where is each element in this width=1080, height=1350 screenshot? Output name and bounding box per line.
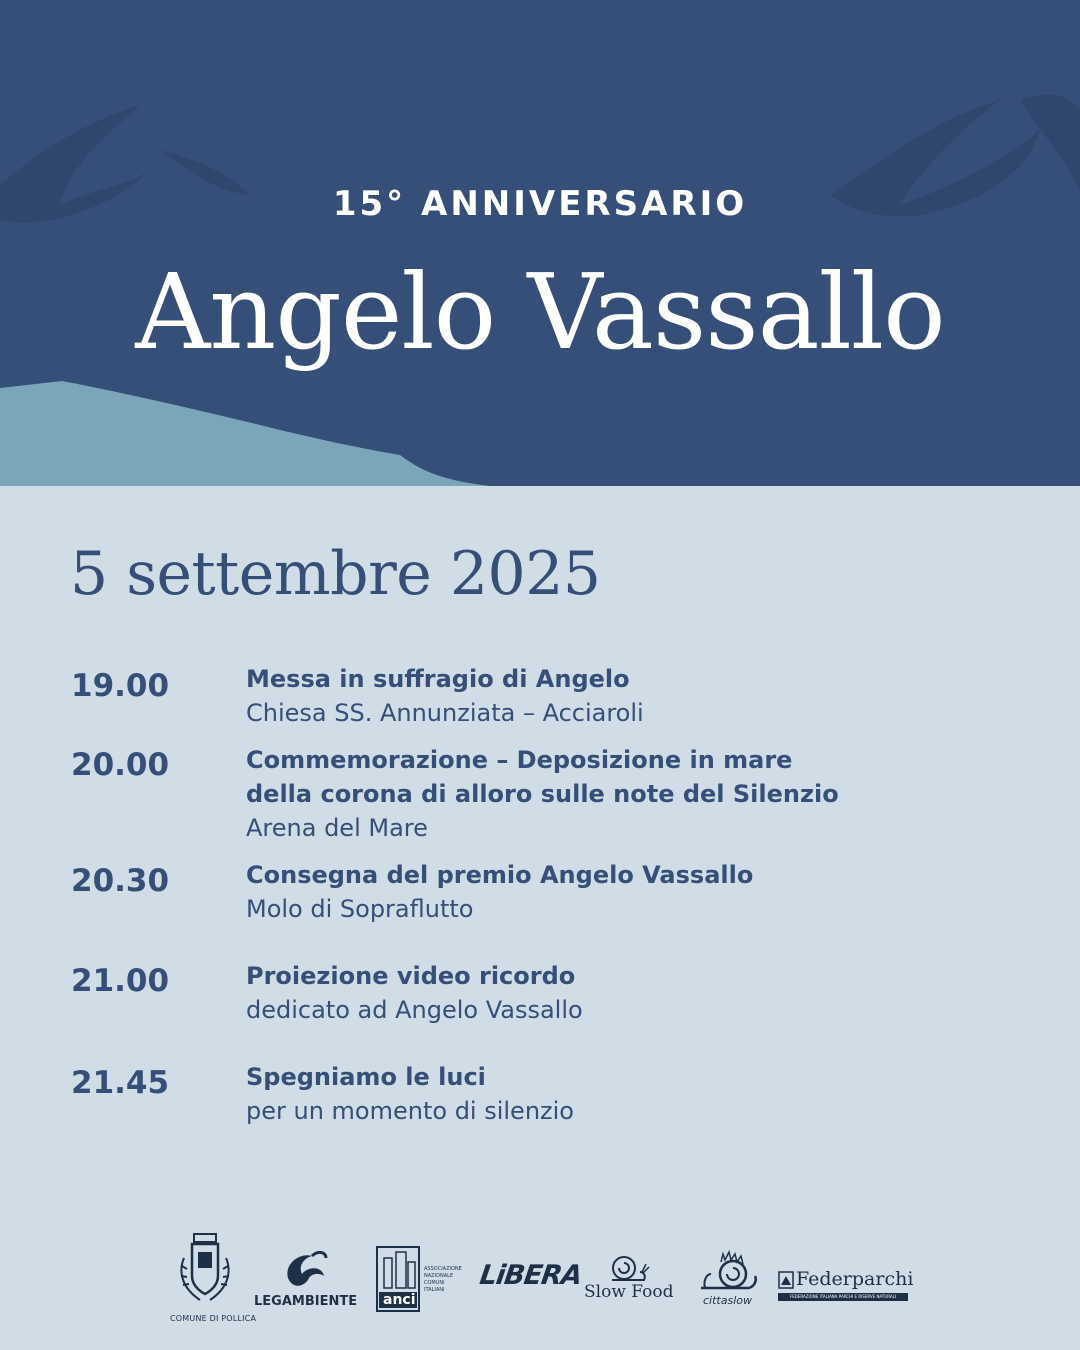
anci-caption-line: ASSOCIAZIONE — [424, 1266, 462, 1272]
anci-caption-line: ITALIANI — [424, 1287, 445, 1293]
federparchi-logo — [778, 1268, 913, 1304]
snail-icon — [610, 1254, 650, 1282]
federparchi-label: Federparchi — [796, 1268, 914, 1290]
schedule-title: Spegniamo le luci — [246, 1063, 486, 1091]
schedule-place: dedicato ad Angelo Vassallo — [246, 996, 583, 1024]
coastline-shape — [0, 381, 490, 486]
cittaslow-snail-icon — [697, 1248, 759, 1294]
schedule-description — [246, 959, 1046, 1027]
libera-label: LiBERA — [477, 1260, 584, 1291]
swan-icon — [280, 1248, 330, 1292]
schedule-title: Commemorazione – Deposizione in mare — [246, 746, 793, 774]
header-banner — [0, 0, 1080, 486]
anci-label: anci — [383, 1292, 416, 1308]
schedule-description — [246, 858, 1046, 926]
schedule-place: per un momento di silenzio — [246, 1097, 574, 1125]
schedule-title: Proiezione video ricordo — [246, 962, 576, 990]
cittaslow-logo — [695, 1248, 765, 1312]
schedule-title: Messa in suffragio di Angelo — [246, 665, 630, 693]
comune-di-pollica-logo — [170, 1230, 257, 1330]
anci-caption-line: COMUNI — [424, 1280, 445, 1286]
anniversary-subtitle: 15° ANNIVERSARIO — [332, 184, 748, 224]
federparchi-caption: FEDERAZIONE ITALIANA PARCHI E RISERVE NATURALI — [778, 1293, 908, 1301]
page-title: Angelo Vassallo — [135, 251, 945, 373]
event-date: 5 settembre 2025 — [70, 539, 601, 609]
schedule-time: 21.45 — [71, 1065, 170, 1101]
schedule-time: 20.00 — [71, 747, 170, 783]
legambiente-label: LEGAMBIENTE — [254, 1294, 358, 1309]
comune-label: COMUNE DI POLLICA — [170, 1314, 257, 1323]
slow-food-label: Slow Food — [584, 1282, 674, 1302]
federparchi-emblem-icon — [778, 1271, 794, 1289]
anci-caption — [424, 1266, 462, 1294]
schedule-time: 21.00 — [71, 963, 170, 999]
libera-logo — [477, 1260, 584, 1300]
anci-caption-line: NAZIONALE — [424, 1273, 454, 1279]
legambiente-logo — [254, 1248, 358, 1318]
slow-food-logo — [584, 1254, 680, 1304]
decorative-waves — [0, 0, 1080, 486]
schedule-title: della corona di alloro sulle note del Silenzio — [246, 780, 839, 808]
schedule-description — [246, 1060, 1046, 1128]
schedule-place: Arena del Mare — [246, 814, 428, 842]
schedule-title: Consegna del premio Angelo Vassallo — [246, 861, 754, 889]
schedule-time: 20.30 — [71, 863, 170, 899]
anci-logo — [376, 1246, 466, 1316]
schedule-time: 19.00 — [71, 668, 170, 704]
schedule-place: Chiesa SS. Annunziata – Acciaroli — [246, 699, 644, 727]
crest-icon — [170, 1230, 240, 1310]
schedule-description — [246, 662, 1046, 730]
sponsor-logos — [0, 1230, 1080, 1330]
schedule-description — [246, 743, 1046, 845]
cittaslow-label: cittaslow — [703, 1294, 752, 1307]
schedule-place: Molo di Sopraflutto — [246, 895, 474, 923]
